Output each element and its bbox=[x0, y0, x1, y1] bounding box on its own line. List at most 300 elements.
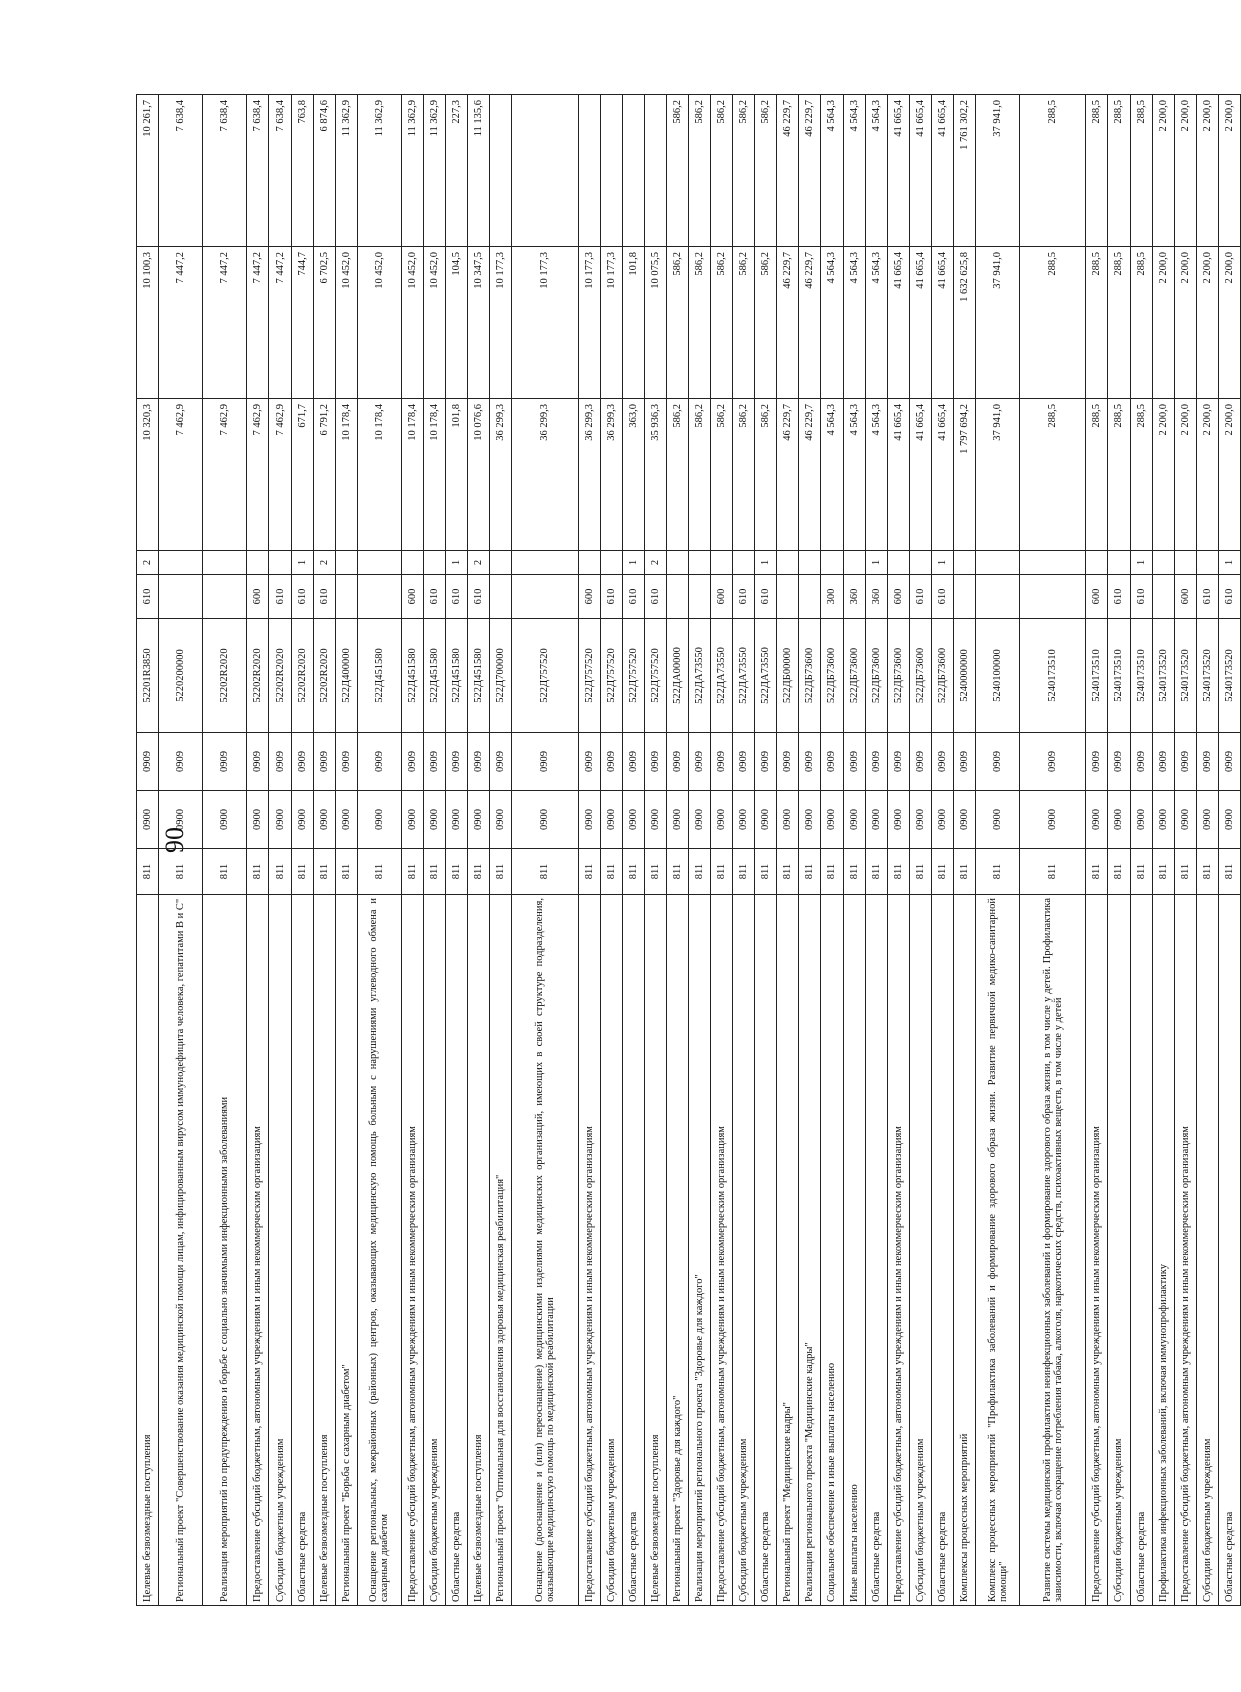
amount2-cell: 104,5 bbox=[446, 247, 468, 399]
table-row bbox=[446, 95, 468, 1606]
name-cell: Предоставление субсидий бюджетным, автономным учреждениям и иным некоммерческим организациям bbox=[711, 895, 733, 1606]
rz-cell: 0900 bbox=[755, 791, 777, 849]
vr-cell: 360 bbox=[865, 575, 887, 619]
pr-cell: 0909 bbox=[313, 733, 335, 791]
amount2-cell: 586,2 bbox=[711, 247, 733, 399]
ved-cell: 811 bbox=[865, 849, 887, 895]
table-row bbox=[269, 95, 291, 1606]
csr-cell: 522Д757520 bbox=[644, 619, 666, 733]
vr-cell bbox=[1020, 575, 1086, 619]
amount3-cell: 7 638,4 bbox=[159, 95, 203, 247]
src-cell: 1 bbox=[446, 551, 468, 575]
amount1-cell: 7 462,9 bbox=[203, 399, 247, 551]
table-row bbox=[291, 95, 313, 1606]
table-row bbox=[313, 95, 335, 1606]
rz-cell: 0900 bbox=[247, 791, 269, 849]
amount2-cell: 101,8 bbox=[622, 247, 644, 399]
table-row bbox=[953, 95, 975, 1606]
amount3-cell: 7 638,4 bbox=[247, 95, 269, 247]
name-cell: Оснащение региональных, межрайонных (районных) центров, оказывающих медицинскую помощь больным с нарушениями углеводного обмена и сахарным диабетом bbox=[357, 895, 401, 1606]
csr-cell: 522Д451580 bbox=[424, 619, 446, 733]
amount3-cell: 46 229,7 bbox=[777, 95, 799, 247]
amount2-cell: 10 347,5 bbox=[468, 247, 490, 399]
table-row bbox=[843, 95, 865, 1606]
amount1-cell: 4 564,3 bbox=[865, 399, 887, 551]
name-cell: Областные средства bbox=[755, 895, 777, 1606]
vr-cell bbox=[203, 575, 247, 619]
vr-cell: 600 bbox=[578, 575, 600, 619]
ved-cell: 811 bbox=[424, 849, 446, 895]
amount2-cell: 1 632 625,8 bbox=[953, 247, 975, 399]
pr-cell: 0909 bbox=[1130, 733, 1152, 791]
csr-cell: 522ДБ73600 bbox=[821, 619, 843, 733]
csr-cell: 5240173510 bbox=[1108, 619, 1130, 733]
name-cell: Реализация мероприятий по предупреждению и борьбе с социально значимыми инфекционными заболеваниями bbox=[203, 895, 247, 1606]
vr-cell: 610 bbox=[909, 575, 931, 619]
table-row bbox=[512, 95, 578, 1606]
ved-cell: 811 bbox=[953, 849, 975, 895]
table-body bbox=[137, 95, 1241, 1606]
table-row bbox=[1108, 95, 1130, 1606]
table-row bbox=[711, 95, 733, 1606]
amount2-cell: 586,2 bbox=[733, 247, 755, 399]
amount2-cell: 10 452,0 bbox=[401, 247, 423, 399]
csr-cell: 5240173510 bbox=[1130, 619, 1152, 733]
pr-cell: 0909 bbox=[777, 733, 799, 791]
csr-cell: 5240173520 bbox=[1196, 619, 1218, 733]
pr-cell: 0909 bbox=[357, 733, 401, 791]
budget-table bbox=[136, 94, 1241, 1606]
table-row bbox=[799, 95, 821, 1606]
amount3-cell bbox=[512, 95, 578, 247]
amount2-cell: 46 229,7 bbox=[799, 247, 821, 399]
vr-cell: 610 bbox=[291, 575, 313, 619]
csr-cell: 522Д757520 bbox=[622, 619, 644, 733]
pr-cell: 0909 bbox=[1086, 733, 1108, 791]
name-cell: Целевые безвозмездные поступления bbox=[137, 895, 159, 1606]
amount3-cell: 41 665,4 bbox=[931, 95, 953, 247]
table-row bbox=[1196, 95, 1218, 1606]
rz-cell: 0900 bbox=[843, 791, 865, 849]
table-row bbox=[578, 95, 600, 1606]
pr-cell: 0909 bbox=[335, 733, 357, 791]
pr-cell: 0909 bbox=[291, 733, 313, 791]
amount2-cell: 41 665,4 bbox=[931, 247, 953, 399]
rz-cell: 0900 bbox=[401, 791, 423, 849]
vr-cell bbox=[357, 575, 401, 619]
amount3-cell: 11 362,9 bbox=[424, 95, 446, 247]
amount2-cell: 288,5 bbox=[1130, 247, 1152, 399]
table-row bbox=[931, 95, 953, 1606]
pr-cell: 0909 bbox=[843, 733, 865, 791]
amount3-cell: 288,5 bbox=[1020, 95, 1086, 247]
amount3-cell: 4 564,3 bbox=[843, 95, 865, 247]
table-row bbox=[335, 95, 357, 1606]
amount2-cell: 41 665,4 bbox=[887, 247, 909, 399]
pr-cell: 0909 bbox=[865, 733, 887, 791]
vr-cell: 610 bbox=[1218, 575, 1240, 619]
rz-cell: 0900 bbox=[269, 791, 291, 849]
amount3-cell: 4 564,3 bbox=[865, 95, 887, 247]
table-row bbox=[666, 95, 688, 1606]
ved-cell: 811 bbox=[357, 849, 401, 895]
ved-cell: 811 bbox=[1130, 849, 1152, 895]
amount1-cell: 671,7 bbox=[291, 399, 313, 551]
vr-cell bbox=[777, 575, 799, 619]
pr-cell: 0909 bbox=[1152, 733, 1174, 791]
amount1-cell: 36 299,3 bbox=[600, 399, 622, 551]
table-row bbox=[777, 95, 799, 1606]
amount3-cell: 2 200,0 bbox=[1196, 95, 1218, 247]
vr-cell bbox=[953, 575, 975, 619]
csr-cell: 522ДА73550 bbox=[711, 619, 733, 733]
vr-cell: 610 bbox=[269, 575, 291, 619]
rz-cell: 0900 bbox=[1196, 791, 1218, 849]
amount3-cell: 41 665,4 bbox=[887, 95, 909, 247]
ved-cell: 811 bbox=[578, 849, 600, 895]
rz-cell: 0900 bbox=[1174, 791, 1196, 849]
pr-cell: 0909 bbox=[269, 733, 291, 791]
name-cell: Областные средства bbox=[622, 895, 644, 1606]
csr-cell: 5240173520 bbox=[1174, 619, 1196, 733]
vr-cell: 610 bbox=[622, 575, 644, 619]
amount3-cell: 6 874,6 bbox=[313, 95, 335, 247]
table-row bbox=[975, 95, 1019, 1606]
amount1-cell: 7 462,9 bbox=[247, 399, 269, 551]
name-cell: Целевые безвозмездные поступления bbox=[644, 895, 666, 1606]
src-cell bbox=[1020, 551, 1086, 575]
amount3-cell: 1 761 302,2 bbox=[953, 95, 975, 247]
pr-cell: 0909 bbox=[644, 733, 666, 791]
amount2-cell: 10 177,3 bbox=[490, 247, 512, 399]
csr-cell: 52202R2020 bbox=[269, 619, 291, 733]
table-row bbox=[468, 95, 490, 1606]
rz-cell: 0900 bbox=[666, 791, 688, 849]
ved-cell: 811 bbox=[887, 849, 909, 895]
src-cell bbox=[975, 551, 1019, 575]
pr-cell: 0909 bbox=[446, 733, 468, 791]
rz-cell: 0900 bbox=[578, 791, 600, 849]
amount2-cell: 4 564,3 bbox=[843, 247, 865, 399]
csr-cell: 522Д757520 bbox=[578, 619, 600, 733]
name-cell: Областные средства bbox=[291, 895, 313, 1606]
pr-cell: 0909 bbox=[887, 733, 909, 791]
table-row bbox=[159, 95, 203, 1606]
csr-cell: 5240000000 bbox=[953, 619, 975, 733]
rz-cell: 0900 bbox=[622, 791, 644, 849]
amount2-cell: 10 075,5 bbox=[644, 247, 666, 399]
rz-cell: 0900 bbox=[313, 791, 335, 849]
table-row bbox=[357, 95, 401, 1606]
name-cell: Реализация мероприятий регионального проекта "Здоровье для каждого" bbox=[688, 895, 710, 1606]
table-row bbox=[1218, 95, 1240, 1606]
csr-cell: 5220200000 bbox=[159, 619, 203, 733]
src-cell bbox=[490, 551, 512, 575]
table-row bbox=[424, 95, 446, 1606]
amount2-cell: 6 702,5 bbox=[313, 247, 335, 399]
csr-cell: 52202R2020 bbox=[247, 619, 269, 733]
csr-cell: 522Д757520 bbox=[512, 619, 578, 733]
amount3-cell: 586,2 bbox=[666, 95, 688, 247]
amount3-cell: 2 200,0 bbox=[1152, 95, 1174, 247]
src-cell: 1 bbox=[865, 551, 887, 575]
table-row bbox=[733, 95, 755, 1606]
src-cell: 1 bbox=[755, 551, 777, 575]
amount2-cell: 288,5 bbox=[1020, 247, 1086, 399]
amount2-cell: 7 447,2 bbox=[159, 247, 203, 399]
pr-cell: 0909 bbox=[711, 733, 733, 791]
amount2-cell: 2 200,0 bbox=[1196, 247, 1218, 399]
csr-cell: 5240173510 bbox=[1020, 619, 1086, 733]
name-cell: Субсидии бюджетным учреждениям bbox=[1108, 895, 1130, 1606]
rz-cell: 0900 bbox=[335, 791, 357, 849]
src-cell bbox=[269, 551, 291, 575]
rz-cell: 0900 bbox=[887, 791, 909, 849]
src-cell bbox=[777, 551, 799, 575]
amount3-cell: 586,2 bbox=[711, 95, 733, 247]
amount3-cell: 11 362,9 bbox=[357, 95, 401, 247]
src-cell: 2 bbox=[644, 551, 666, 575]
vr-cell bbox=[688, 575, 710, 619]
src-cell bbox=[1196, 551, 1218, 575]
amount2-cell: 10 177,3 bbox=[578, 247, 600, 399]
table-row bbox=[1174, 95, 1196, 1606]
rz-cell: 0900 bbox=[1108, 791, 1130, 849]
amount3-cell: 7 638,4 bbox=[203, 95, 247, 247]
name-cell: Предоставление субсидий бюджетным, автономным учреждениям и иным некоммерческим организациям bbox=[1174, 895, 1196, 1606]
ved-cell: 811 bbox=[644, 849, 666, 895]
ved-cell: 811 bbox=[688, 849, 710, 895]
csr-cell: 5240100000 bbox=[975, 619, 1019, 733]
src-cell bbox=[1086, 551, 1108, 575]
csr-cell: 522Д451580 bbox=[401, 619, 423, 733]
csr-cell: 522ДБ73600 bbox=[865, 619, 887, 733]
amount3-cell bbox=[578, 95, 600, 247]
amount3-cell: 288,5 bbox=[1086, 95, 1108, 247]
ved-cell: 811 bbox=[401, 849, 423, 895]
vr-cell: 610 bbox=[313, 575, 335, 619]
amount1-cell: 36 299,3 bbox=[512, 399, 578, 551]
ved-cell: 811 bbox=[777, 849, 799, 895]
amount2-cell: 10 100,3 bbox=[137, 247, 159, 399]
pr-cell: 0909 bbox=[203, 733, 247, 791]
pr-cell: 0909 bbox=[755, 733, 777, 791]
amount1-cell: 288,5 bbox=[1108, 399, 1130, 551]
pr-cell: 0909 bbox=[600, 733, 622, 791]
src-cell bbox=[909, 551, 931, 575]
pr-cell: 0909 bbox=[975, 733, 1019, 791]
pr-cell: 0909 bbox=[137, 733, 159, 791]
amount2-cell: 7 447,2 bbox=[203, 247, 247, 399]
rz-cell: 0900 bbox=[490, 791, 512, 849]
rz-cell: 0900 bbox=[446, 791, 468, 849]
name-cell: Предоставление субсидий бюджетным, автономным учреждениям и иным некоммерческим организациям bbox=[401, 895, 423, 1606]
ved-cell: 811 bbox=[490, 849, 512, 895]
name-cell: Предоставление субсидий бюджетным, автономным учреждениям и иным некоммерческим организациям bbox=[247, 895, 269, 1606]
amount2-cell: 7 447,2 bbox=[269, 247, 291, 399]
amount1-cell: 36 299,3 bbox=[578, 399, 600, 551]
amount2-cell: 586,2 bbox=[688, 247, 710, 399]
vr-cell: 610 bbox=[468, 575, 490, 619]
name-cell: Комплексы процессных мероприятий bbox=[953, 895, 975, 1606]
ved-cell: 811 bbox=[247, 849, 269, 895]
pr-cell: 0909 bbox=[909, 733, 931, 791]
csr-cell: 522ДА73550 bbox=[733, 619, 755, 733]
page-number: 90 bbox=[160, 827, 189, 853]
name-cell: Комплекс процессных мероприятий "Профилактика заболеваний и формирование здорового образа жизни. Развитие первичной медико-санитарной помощи" bbox=[975, 895, 1019, 1606]
src-cell bbox=[711, 551, 733, 575]
name-cell: Областные средства bbox=[1130, 895, 1152, 1606]
rz-cell: 0900 bbox=[777, 791, 799, 849]
pr-cell: 0909 bbox=[1196, 733, 1218, 791]
amount2-cell: 4 564,3 bbox=[865, 247, 887, 399]
src-cell bbox=[887, 551, 909, 575]
vr-cell bbox=[975, 575, 1019, 619]
src-cell bbox=[203, 551, 247, 575]
pr-cell: 0909 bbox=[1020, 733, 1086, 791]
vr-cell: 610 bbox=[931, 575, 953, 619]
amount3-cell: 227,3 bbox=[446, 95, 468, 247]
rz-cell: 0900 bbox=[1218, 791, 1240, 849]
rotated-table-wrapper bbox=[136, 95, 1240, 1606]
amount1-cell: 2 200,0 bbox=[1218, 399, 1240, 551]
amount1-cell: 41 665,4 bbox=[887, 399, 909, 551]
rz-cell: 0900 bbox=[512, 791, 578, 849]
ved-cell: 811 bbox=[468, 849, 490, 895]
pr-cell: 0909 bbox=[688, 733, 710, 791]
ved-cell: 811 bbox=[733, 849, 755, 895]
src-cell: 2 bbox=[313, 551, 335, 575]
rz-cell: 0900 bbox=[468, 791, 490, 849]
rz-cell: 0900 bbox=[291, 791, 313, 849]
src-cell bbox=[1174, 551, 1196, 575]
src-cell bbox=[357, 551, 401, 575]
csr-cell: 522ДБ73600 bbox=[887, 619, 909, 733]
rz-cell: 0900 bbox=[357, 791, 401, 849]
src-cell bbox=[953, 551, 975, 575]
src-cell bbox=[821, 551, 843, 575]
csr-cell: 522Д400000 bbox=[335, 619, 357, 733]
amount2-cell: 10 177,3 bbox=[600, 247, 622, 399]
table-row bbox=[865, 95, 887, 1606]
src-cell bbox=[159, 551, 203, 575]
name-cell: Субсидии бюджетным учреждениям bbox=[1196, 895, 1218, 1606]
ved-cell: 811 bbox=[666, 849, 688, 895]
amount2-cell: 744,7 bbox=[291, 247, 313, 399]
name-cell: Региональный проект "Борьба с сахарным диабетом" bbox=[335, 895, 357, 1606]
ved-cell: 811 bbox=[512, 849, 578, 895]
csr-cell: 52202R2020 bbox=[203, 619, 247, 733]
vr-cell: 610 bbox=[446, 575, 468, 619]
pr-cell: 0909 bbox=[247, 733, 269, 791]
amount1-cell: 586,2 bbox=[733, 399, 755, 551]
ved-cell: 811 bbox=[137, 849, 159, 895]
pr-cell: 0909 bbox=[512, 733, 578, 791]
src-cell bbox=[247, 551, 269, 575]
vr-cell: 610 bbox=[733, 575, 755, 619]
amount2-cell: 586,2 bbox=[755, 247, 777, 399]
csr-cell: 52202R2020 bbox=[313, 619, 335, 733]
name-cell: Областные средства bbox=[1218, 895, 1240, 1606]
name-cell: Региональный проект "Совершенствование оказания медицинской помощи лицам, инфицированным вирусом иммунодефицита человека, гепатитами В и С" bbox=[159, 895, 203, 1606]
amount3-cell: 11 135,6 bbox=[468, 95, 490, 247]
pr-cell: 0909 bbox=[1174, 733, 1196, 791]
name-cell: Целевые безвозмездные поступления bbox=[313, 895, 335, 1606]
amount2-cell: 10 452,0 bbox=[335, 247, 357, 399]
amount3-cell: 10 261,7 bbox=[137, 95, 159, 247]
src-cell bbox=[401, 551, 423, 575]
name-cell: Реализация регионального проекта "Медицинские кадры" bbox=[799, 895, 821, 1606]
csr-cell: 522ДБ00000 bbox=[777, 619, 799, 733]
csr-cell: 52202R2020 bbox=[291, 619, 313, 733]
name-cell: Областные средства bbox=[446, 895, 468, 1606]
csr-cell: 522Д757520 bbox=[600, 619, 622, 733]
amount2-cell: 10 452,0 bbox=[424, 247, 446, 399]
amount1-cell: 586,2 bbox=[688, 399, 710, 551]
amount3-cell: 586,2 bbox=[755, 95, 777, 247]
ved-cell: 811 bbox=[1108, 849, 1130, 895]
csr-cell: 522ДА00000 bbox=[666, 619, 688, 733]
rz-cell: 0900 bbox=[821, 791, 843, 849]
amount3-cell: 46 229,7 bbox=[799, 95, 821, 247]
amount1-cell: 10 178,4 bbox=[424, 399, 446, 551]
ved-cell: 811 bbox=[1196, 849, 1218, 895]
src-cell bbox=[1108, 551, 1130, 575]
amount3-cell: 288,5 bbox=[1108, 95, 1130, 247]
vr-cell bbox=[490, 575, 512, 619]
src-cell: 1 bbox=[622, 551, 644, 575]
name-cell: Региональный проект "Здоровье для каждого" bbox=[666, 895, 688, 1606]
pr-cell: 0909 bbox=[799, 733, 821, 791]
name-cell: Субсидии бюджетным учреждениям bbox=[269, 895, 291, 1606]
rz-cell: 0900 bbox=[711, 791, 733, 849]
csr-cell: 522ДБ73600 bbox=[843, 619, 865, 733]
pr-cell: 0909 bbox=[1108, 733, 1130, 791]
ved-cell: 811 bbox=[1020, 849, 1086, 895]
rz-cell: 0900 bbox=[137, 791, 159, 849]
ved-cell: 811 bbox=[335, 849, 357, 895]
csr-cell: 522Д700000 bbox=[490, 619, 512, 733]
pr-cell: 0909 bbox=[490, 733, 512, 791]
src-cell: 1 bbox=[291, 551, 313, 575]
name-cell: Предоставление субсидий бюджетным, автономным учреждениям и иным некоммерческим организациям bbox=[1086, 895, 1108, 1606]
name-cell: Развитие системы медицинской профилактики неинфекционных заболеваний и формирование здорового образа жизни, в том числе у детей. Профилактика зависимости, включая сокращение потребления табака, алкоголя, наркотических средств, психоактивных веществ, в том числе у детей bbox=[1020, 895, 1086, 1606]
rz-cell: 0900 bbox=[1130, 791, 1152, 849]
name-cell: Субсидии бюджетным учреждениям bbox=[733, 895, 755, 1606]
amount3-cell: 288,5 bbox=[1130, 95, 1152, 247]
amount1-cell: 1 797 694,2 bbox=[953, 399, 975, 551]
rz-cell: 0900 bbox=[203, 791, 247, 849]
table-row bbox=[1086, 95, 1108, 1606]
pr-cell: 0909 bbox=[931, 733, 953, 791]
name-cell: Региональный проект "Оптимальная для восстановления здоровья медицинская реабилитация" bbox=[490, 895, 512, 1606]
amount1-cell: 7 462,9 bbox=[159, 399, 203, 551]
amount1-cell: 586,2 bbox=[711, 399, 733, 551]
ved-cell: 811 bbox=[1218, 849, 1240, 895]
rz-cell: 0900 bbox=[799, 791, 821, 849]
amount2-cell: 288,5 bbox=[1086, 247, 1108, 399]
src-cell bbox=[424, 551, 446, 575]
amount1-cell: 2 200,0 bbox=[1174, 399, 1196, 551]
src-cell: 1 bbox=[931, 551, 953, 575]
table-row bbox=[490, 95, 512, 1606]
vr-cell bbox=[335, 575, 357, 619]
csr-cell: 522ДА73550 bbox=[688, 619, 710, 733]
amount2-cell: 586,2 bbox=[666, 247, 688, 399]
ved-cell: 811 bbox=[600, 849, 622, 895]
ved-cell: 811 bbox=[821, 849, 843, 895]
rz-cell: 0900 bbox=[953, 791, 975, 849]
